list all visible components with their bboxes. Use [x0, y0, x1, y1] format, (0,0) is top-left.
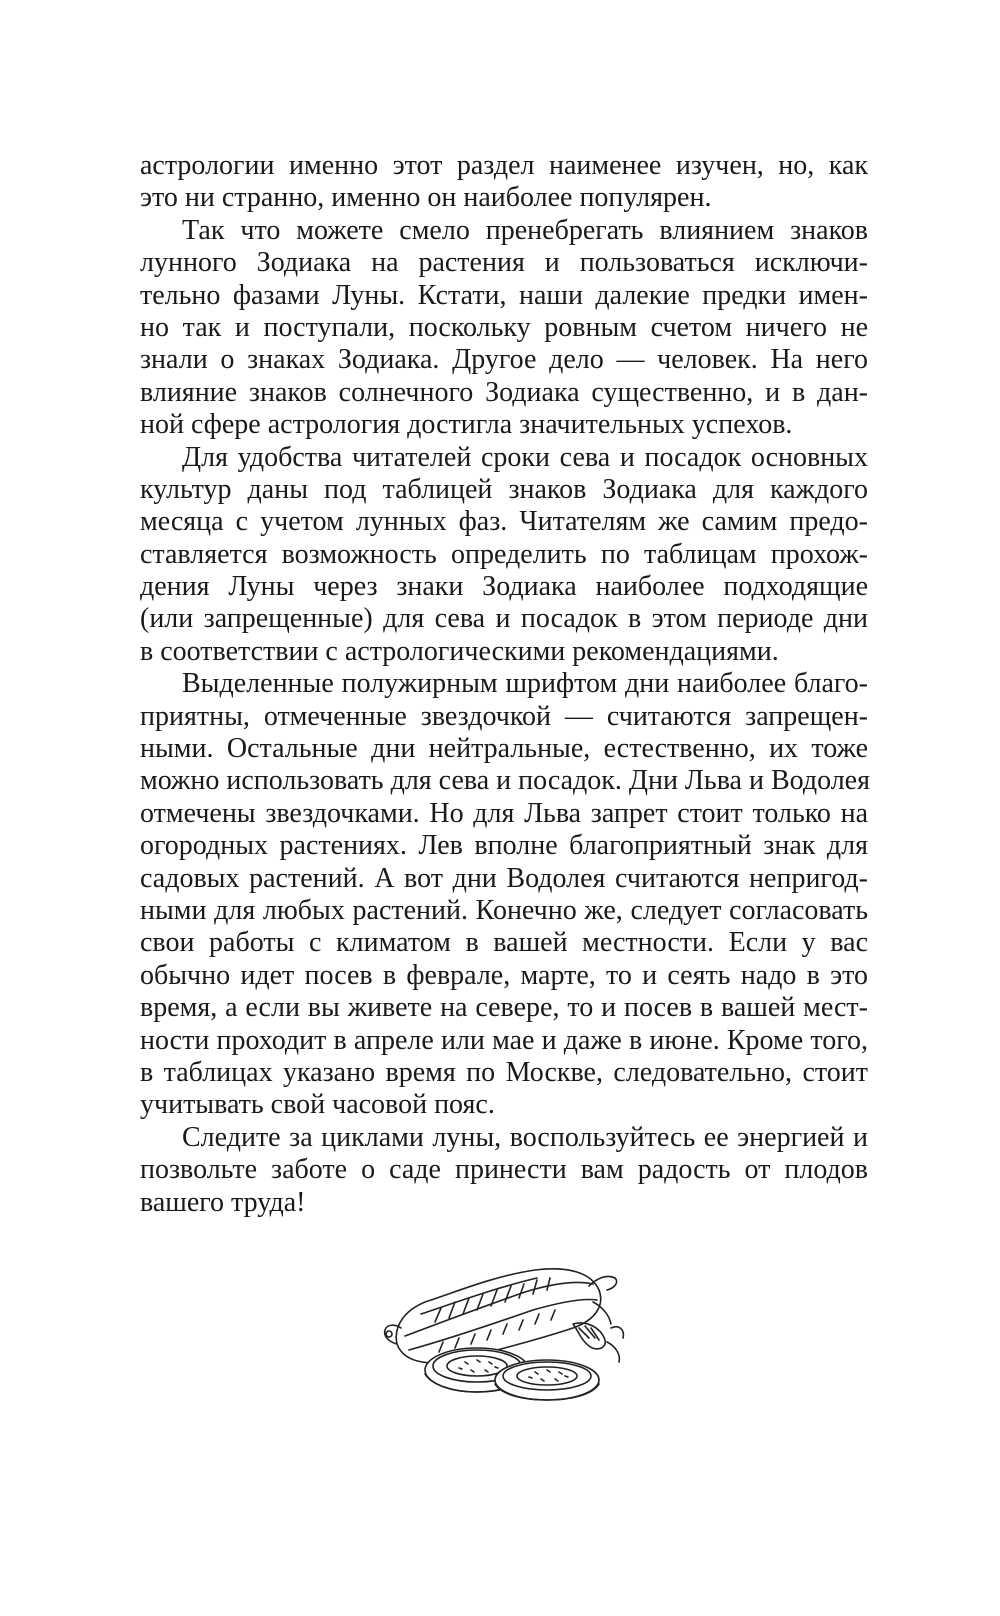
text-line: астрологии именно этот раздел наименее изучен, но, как	[140, 150, 868, 181]
page-body	[140, 150, 868, 1219]
zucchini-icon	[375, 1262, 635, 1404]
paragraph-1	[140, 150, 868, 215]
paragraph-2	[140, 215, 868, 442]
text-line: в соответствии с астрологическими рекомендациями.	[140, 635, 779, 667]
text-line: ными для любых растений. Конечно же, следует согласовать	[140, 894, 868, 926]
text-line: знали о знаках Зодиака. Другое дело — человек. На него	[140, 344, 868, 376]
text-line: ной сфере астрология достигла значительных успехов.	[140, 409, 793, 441]
text-line: месяца с учетом лунных фаз. Читателям же самим предо-	[140, 506, 868, 538]
text-line: влияние знаков солнечного Зодиака существенно, и в дан-	[140, 376, 868, 408]
text-line: (или запрещенные) для сева и посадок в этом периоде дни	[140, 603, 868, 635]
text-line: Следите за циклами луны, воспользуйтесь ее энергией и	[182, 1121, 868, 1153]
text-line: в таблицах указано время по Москве, следовательно, стоит	[140, 1056, 868, 1088]
text-line: ставляется возможность определить по таблицам прохож-	[140, 538, 868, 570]
text-line: тельно фазами Луны. Кстати, наши далекие предки имен-	[140, 279, 868, 311]
text-line: лунного Зодиака на растения и пользоваться исключи-	[140, 247, 868, 279]
text-line: отмечены звездочками. Но для Льва запрет стоит только на	[140, 797, 868, 829]
text-line: время, а если вы живете на севере, то и посев в вашей мест-	[140, 992, 868, 1024]
text-line: Выделенные полужирным шрифтом дни наиболее благо-	[182, 668, 868, 700]
text-line: огородных растениях. Лев вполне благоприятный знак для	[140, 830, 868, 862]
text-line: обычно идет посев в феврале, марте, то и сеять надо в это	[140, 959, 868, 991]
text-line: вашего труда!	[140, 1186, 306, 1218]
text-line: свои работы с климатом в вашей местности. Если у вас	[140, 927, 868, 959]
paragraph-3	[140, 442, 868, 669]
text-line: приятны, отмеченные звездочкой — считаются запрещен-	[140, 700, 868, 732]
text-line: дения Луны через знаки Зодиака наиболее подходящие	[140, 571, 868, 603]
text-line: учитывать свой часовой пояс.	[140, 1089, 495, 1121]
text-line: это ни странно, именно он наиболее популярен.	[140, 182, 712, 214]
text-line: Для удобства читателей сроки сева и посадок основных	[182, 441, 868, 473]
text-line: но так и поступали, поскольку ровным счетом ничего не	[140, 311, 868, 343]
text-line: культур даны под таблицей знаков Зодиака для каждого	[140, 473, 868, 505]
text-line: ными. Остальные дни нейтральные, естественно, их тоже	[140, 733, 868, 765]
paragraph-4	[140, 668, 868, 1121]
text-line: садовых растений. А вот дни Водолея считаются непригод-	[140, 862, 868, 894]
paragraph-5	[140, 1122, 868, 1219]
text-line: можно использовать для сева и посадок. Дни Льва и Водолея	[140, 765, 870, 797]
text-line: позвольте заботе о саде принести вам радость от плодов	[140, 1154, 868, 1186]
text-line: ности проходит в апреле или мае и даже в июне. Кроме того,	[140, 1024, 868, 1056]
text-line: Так что можете смело пренебрегать влиянием знаков	[182, 214, 868, 246]
